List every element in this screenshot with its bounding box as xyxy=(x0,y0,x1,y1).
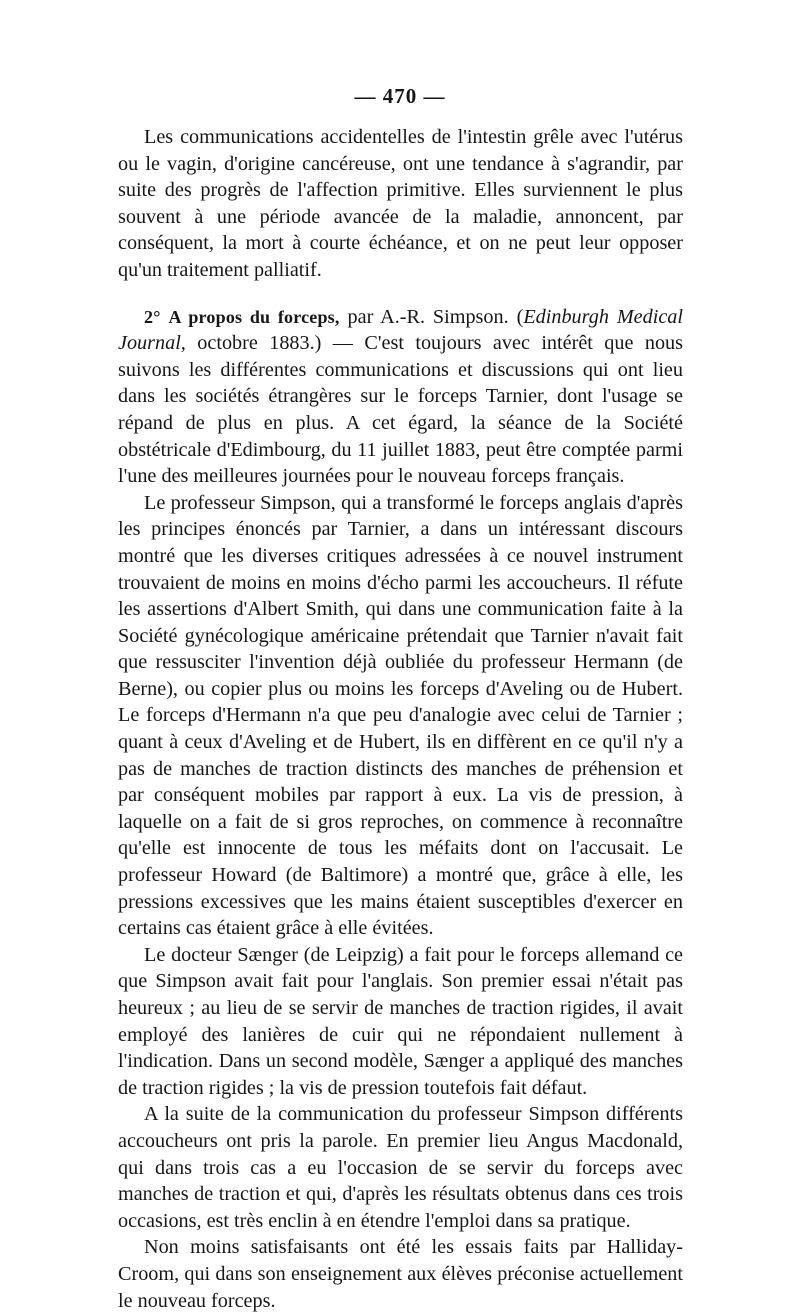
section-author: par A.-R. Simpson. ( xyxy=(347,305,524,328)
paragraph-intestin xyxy=(118,124,683,284)
paragraph-text: C'est toujours avec intérêt que nous suivons les différentes communications et discussions qui ont lieu dans les sociétés étrangères sur le forceps Tarnier, dont l'usage se répand de plus en plus. A cet égard, la séance de la Société obstétricale d'Edimbourg, du 11 juillet 1883, peut être comptée parmi l'une des meilleures journées pour le nouveau forceps français. xyxy=(118,332,684,488)
paragraph-text: Le professeur Simpson, qui a transformé le forceps anglais d'après les principes énoncés par Tarnier, a dans un intéressant discours montré que les diverses critiques adressées à ce nouvel instrument trouvaient de moins en moins d'écho parmi les accoucheurs. Il réfute les assertions d'Albert Smith, qui dans une communication faite à la Société gynécologique américaine prétendait que Tarnier n'avait fait que ressusciter l'invention déjà oubliée du professeur Hermann (de Berne), ou copier plus ou moins les forceps d'Aveling ou de Hubert. Le forceps d'Hermann n'a que peu d'analogie avec celui de Tarnier ; quant à ceux d'Aveling et de Hubert, ils en diffèrent en ce qu'il n'y a pas de manches de traction distincts des manches de préhension et par conséquent mobiles par rapport à eux. La vis de pression, à laquelle on a fait de si gros reproches, on commence à reconnaître qu'elle est innocente de tous les méfaits dont on l'accusait. Le professeur Howard (de Baltimore) a montré que, grâce à elle, les pressions excessives que les mains étaient susceptibles d'exercer en certains cas étaient grâce à elle évitées. xyxy=(118,491,683,940)
paragraph-simpson xyxy=(118,490,683,942)
paragraph-text: A la suite de la communication du professeur Simpson différents accoucheurs ont pris la parole. En premier lieu Angus Macdonald, qui dans trois cas a eu l'occasion de se servir du forceps avec manches de traction et qui, d'après les résultats obtenus dans ces trois occasions, est très enclin à en étendre l'emploi dans sa pratique. xyxy=(118,1103,683,1232)
section-title: A propos du forceps, xyxy=(168,306,340,327)
paragraph-text: Le docteur Sænger (de Leipzig) a fait pour le forceps allemand ce que Simpson avait fait pour l'anglais. Son premier essai n'était pas heureux ; au lieu de se servir de manches de traction rigides, il avait employé des lanières de cuir qui ne répondaient nullement à l'indication. Dans un second modèle, Sænger a appliqué des manches de traction rigides ; la vis de pression toutefois fait défaut. xyxy=(118,943,683,1099)
paragraph-forceps-section xyxy=(118,304,683,490)
paragraph-text: Non moins satisfaisants ont été les essais faits par Halliday-Croom, qui dans son enseignement aux élèves préconise actuellement le nouveau forceps. xyxy=(118,1236,683,1312)
paragraph-halliday-croom xyxy=(118,1234,683,1314)
page-number: — 470 — xyxy=(354,84,446,108)
journal-name: Edinburgh Medical Journal, xyxy=(118,305,683,355)
paragraph-text: Les communications accidentelles de l'intestin grêle avec l'utérus ou le vagin, d'origine cancéreuse, ont une tendance à s'agrandir, par suite des progrès de l'affection primitive. Elles surviennent le plus souvent à une période avancée de la maladie, annoncent, par conséquent, la mort à courte échéance, et on ne peut leur opposer qu'un traitement palliatif. xyxy=(118,126,683,281)
paragraph-macdonald xyxy=(118,1101,683,1234)
section-number: 2° xyxy=(144,306,161,327)
body-text xyxy=(118,124,683,1314)
journal-date: octobre 1883.) — xyxy=(197,332,353,355)
paragraph-saenger xyxy=(118,942,683,1102)
